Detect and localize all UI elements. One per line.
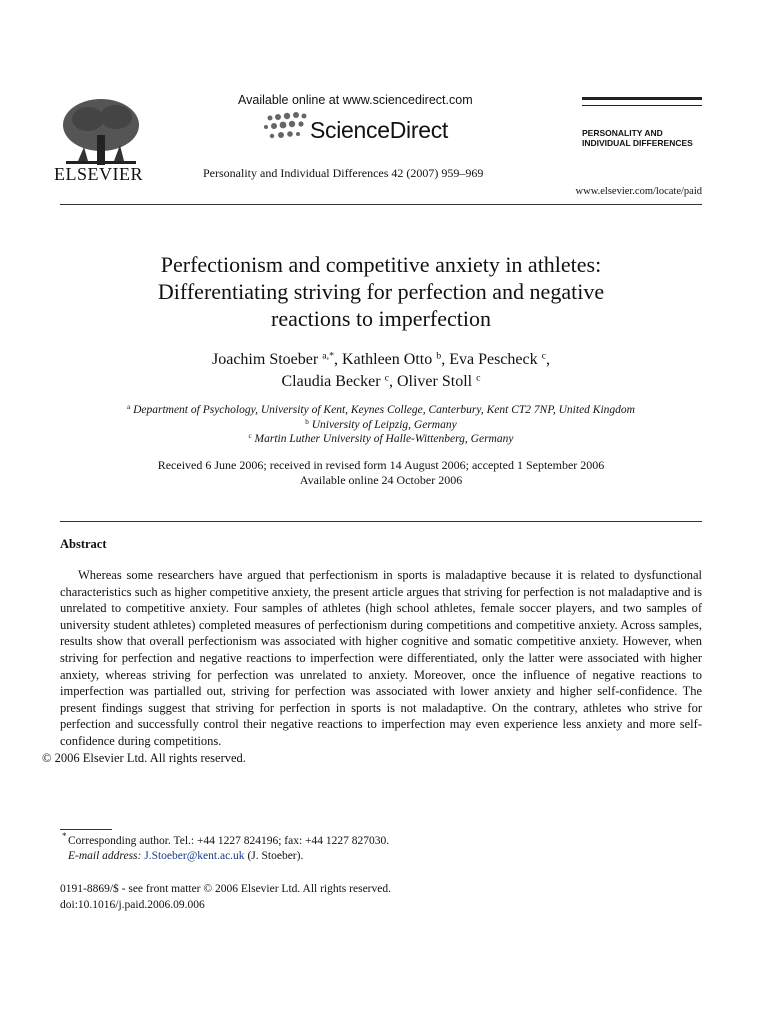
affiliation-c [60,432,702,447]
article-title [60,251,702,332]
author-separator: , [441,351,450,368]
header-divider [60,204,702,205]
available-online-line[interactable]: Available online at www.sciencedirect.com [238,93,473,107]
author-affil-mark[interactable]: c [476,372,481,384]
affiliations [60,403,702,447]
title-line: Perfectionism and competitive anxiety in athletes: [160,252,602,277]
author-affil-mark[interactable]: c [384,372,389,384]
author-affil-mark[interactable]: a,* [322,350,335,362]
abstract-body [42,567,702,766]
email-owner: (J. Stoeber). [247,850,304,862]
author-name: Eva Pescheck [449,351,538,368]
email-link[interactable]: J.Stoeber@kent.ac.uk [144,850,245,862]
author-name: Claudia Becker [281,373,381,390]
author-name: Joachim Stoeber [212,351,319,368]
journal-brand-line1: PERSONALITY AND [582,128,663,138]
email-label: E-mail address: [68,850,142,862]
journal-reference: Personality and Individual Differences 42 (2007) 959–969 [203,166,484,180]
author-affil-mark[interactable]: c [541,350,546,362]
issn-line: 0191-8869/$ - see front matter © 2006 Elsevier Ltd. All rights reserved. [60,883,391,895]
author-name: Oliver Stoll [396,373,473,390]
received-dates: Received 6 June 2006; received in revised form 14 August 2006; accepted 1 September 2006 [157,458,605,472]
author-line-1 [60,349,702,371]
author-separator: , [388,373,397,390]
brand-rule-thin [582,105,702,106]
author-list [60,349,702,393]
sciencedirect-wordmark: ScienceDirect [310,117,448,143]
author-separator: , [334,351,343,368]
journal-brand [582,129,722,148]
author-name: Kathleen Otto [342,351,433,368]
abstract-divider [60,521,702,522]
publisher-logo-text: ELSEVIER [54,164,143,184]
sciencedirect-dots-icon [262,112,312,146]
journal-url-link[interactable]: www.elsevier.com/locate/paid [575,186,702,197]
affiliation-text: Department of Psychology, University of Kent, Keynes College, Canterbury, Kent CT2 7NP, United Kingdom [133,404,635,416]
author-affil-mark[interactable]: b [436,350,442,362]
doi-line[interactable]: doi:10.1016/j.paid.2006.09.006 [60,899,205,911]
affiliation-mark: a [127,403,131,412]
available-date: Available online 24 October 2006 [299,473,463,487]
email-line [68,849,389,864]
copyright-line: © 2006 Elsevier Ltd. All rights reserved. [42,750,246,765]
author-separator: , [546,351,550,368]
affiliation-a [60,403,702,418]
corresponding-footnote [68,834,389,864]
author-line-2 [60,371,702,393]
journal-brand-line2: INDIVIDUAL DIFFERENCES [582,137,693,148]
footnote-rule [60,829,112,830]
corresponding-author-line: Corresponding author. Tel.: +44 1227 824196; fax: +44 1227 827030. [68,835,390,847]
front-matter-block [60,881,391,913]
affiliation-mark: c [248,432,252,441]
title-line: reactions to imperfection [271,306,491,331]
title-line: Differentiating striving for perfection and negative [157,279,605,304]
affiliation-mark: b [305,417,309,426]
brand-rule-thick [582,97,702,100]
abstract-text: Whereas some researchers have argued that perfectionism in sports is maladaptive because it is related to dysfunctional characteristics such as higher competitive anxiety, the present article argues that striving for perfection is not maladaptive and is unrelated to competitive anxiety. Four samples of athletes (high school athletes, female soccer players, and two samples of university student athletes) completed measures of perfectionism during competitions and competitive anxiety. Across samples, results show that overall perfectionism was associated with higher cognitive and somatic competitive anxiety. However, when striving for perfection and negative reactions to imperfection were differentiated, only the latter were associated with higher anxiety, whereas striving for perfection was unrelated to anxiety. Moreover, once the influence of negative reactions to imperfection was partialled out, striving for perfection was associated with lower anxiety and higher self-confidence. The present findings suggest that striving for perfection in sports is not maladaptive. On the contrary, athletes who strive for perfection and successfully control their negative reactions to imperfection may even experience less anxiety and more self-confidence during competitions. [60,568,702,748]
affiliation-text: Martin Luther University of Halle-Wittenberg, Germany [254,433,514,445]
affiliation-text: University of Leipzig, Germany [311,418,457,431]
article-history [60,458,702,488]
abstract-heading: Abstract [60,537,107,551]
affiliation-b [60,418,702,433]
footnote-star: * [62,831,67,841]
